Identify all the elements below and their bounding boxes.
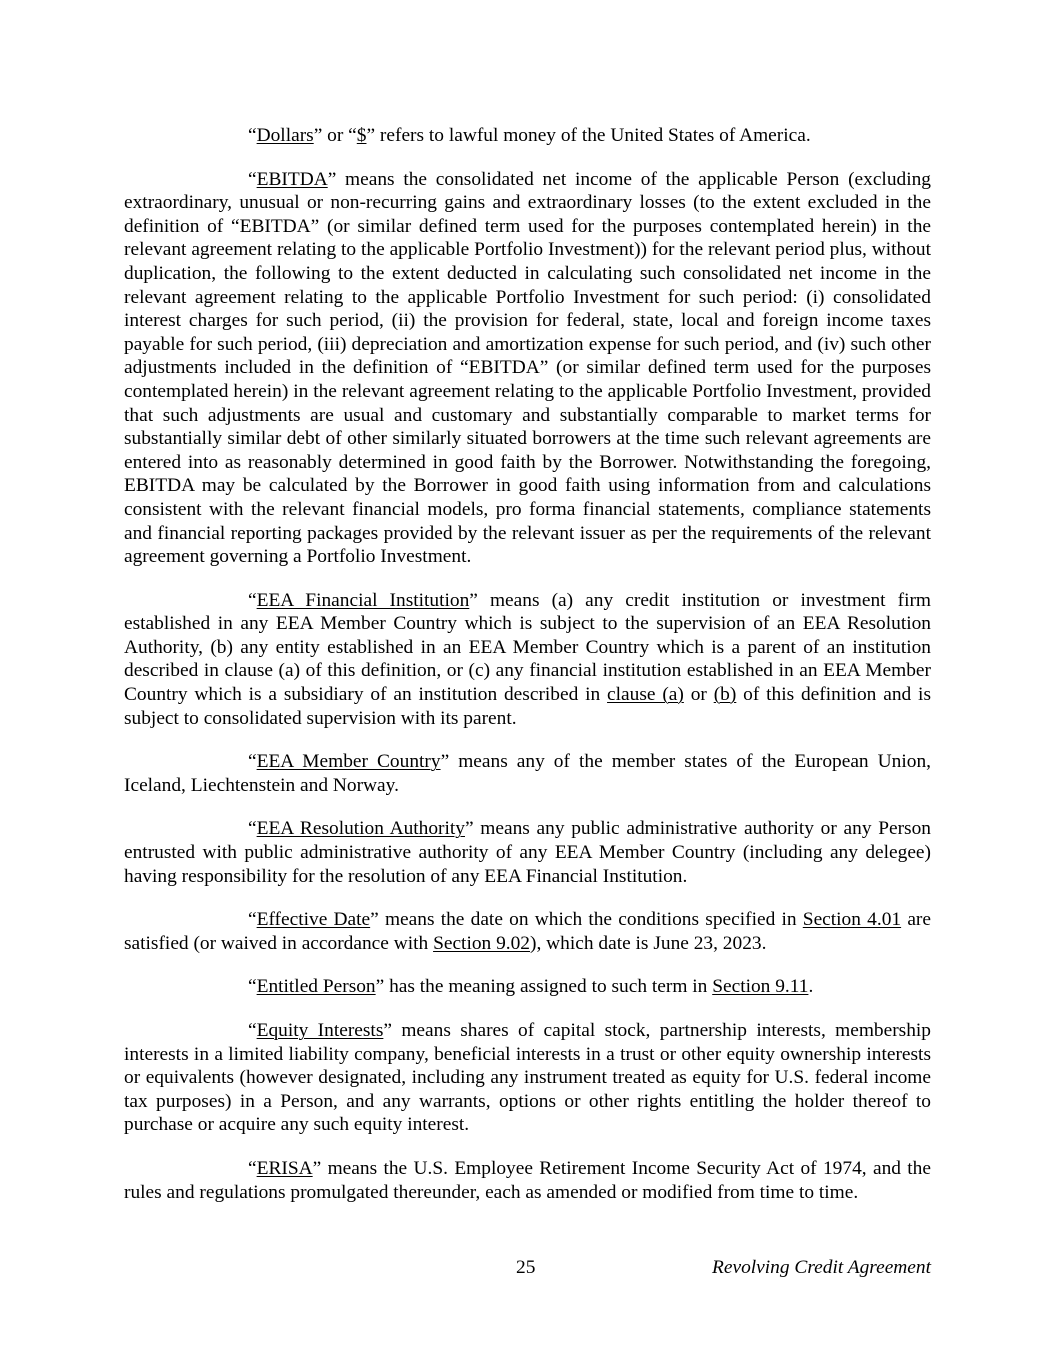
defined-term: Dollars [256,125,314,146]
cross-reference: Section 4.01 [802,909,902,931]
definition-equity-interests [124,1019,931,1137]
definition-text: “ [248,125,257,146]
definition-text: ” means the consolidated net income of the applicable Person (excluding extraordinary, unusual or non-recurring gains and extraordinary losses (to the extent excluded in the definition of “EBITDA” (or similar defined term used for the purposes contemplated herein) in the relevant agreement relating to the applicable Portfolio Investment)) for the relevant period plus, without duplication, the following to the extent deducted in calculating such consolidated net income in the relevant agreement relating to the applicable Portfolio Investment for such period: (i) consolidated interest charges for such period, (ii) the provision for federal, state, local and foreign income taxes payable for such period, (iii) depreciation and amortization expense for such period, and (iv) such other adjustments included in the definition of “EBITDA” (or similar defined term used for the purposes contemplated herein) in the relevant agreement relating to the applicable Portfolio Investment, provided that such adjustments are usual and customary and substantially comparable to market terms for substantially similar debt of other similarly situated borrowers at the time such relevant agreements are entered into as reasonably determined in good faith by the Borrower. Notwithstanding the foregoing, EBITDA may be calculated by the Borrower in good faith using information from and calculations consistent with the relevant financial models, pro forma financial statements, compliance statements and financial reporting packages provided by the relevant issuer as per the requirements of the relevant agreement governing a Portfolio Investment. [124,168,931,568]
definition-text: ” means (a) any credit institution or investment firm established in any EEA Member Country which is subject to the supervision of an EEA Resolution Authority, (b) any entity established in an EEA Member Country which is a parent of an institution described in clause (a) of this definition, or (c) any financial institution established in an EEA Member Country which is a subsidiary of an institution described in [124,589,931,706]
definition-text: ” means any of the member states of the European Union, Iceland, Liechtenstein and Norway. [124,751,931,796]
page-number: 25 [516,1257,536,1278]
definition-text: ” means shares of capital stock, partnership interests, membership interests in a limited liability company, beneficial interests in a trust or other equity ownership interests or equivalents (however designated, including any instrument treated as equity for U.S. federal income tax purposes) in a Person, and any warrants, options or other rights entitling the holder thereof to purchase or acquire any such equity interest. [124,1020,931,1136]
definition-text: or [683,684,714,706]
definition-text: are satisfied (or waived in accordance with [124,909,931,954]
defined-term: Entitled Person [256,976,376,998]
definition-text: “ [248,909,257,931]
definition-text: ), which date is June 23, 2023. [530,932,767,954]
definition-text: ” means the date on which the conditions specified in [370,909,803,931]
definition-text: ” has the meaning assigned to such term in [375,976,713,998]
defined-term: ERISA [256,1157,313,1179]
definition-text: “ [248,818,257,840]
definition-text: ” refers to lawful money of the United States of America. [366,125,811,146]
document-page [124,124,931,1224]
defined-term: EBITDA [256,168,328,190]
definition-text: “ [248,1020,257,1041]
definition-eea-member-country [124,750,931,797]
definition-effective-date [124,908,931,955]
cross-reference: (b) [713,684,737,706]
cross-reference: clause (a) [607,684,684,706]
definition-eea-resolution-authority [124,817,931,888]
definition-text: “ [248,976,257,998]
definition-text: ” or “ [313,125,357,146]
definition-erisa [124,1157,931,1204]
cross-reference: $ [356,125,367,146]
definition-text: . [808,976,814,998]
definition-text: “ [248,1157,257,1179]
cross-reference: Section 9.02 [433,932,531,954]
definition-ebitda [124,168,931,569]
defined-term: EEA Resolution Authority [256,818,465,840]
defined-term: EEA Member Country [256,751,441,773]
definition-text: “ [248,751,257,773]
definition-eea-financial-institution [124,589,931,731]
defined-term: Effective Date [256,909,371,931]
definition-text: ” means any public administrative authority or any Person entrusted with public administrative authority of any EEA Member Country (including any delegee) having responsibility for the resolution of any EEA Financial Institution. [124,818,931,887]
definition-text: “ [248,168,257,190]
definition-entitled-person [124,975,931,999]
document-title: Revolving Credit Agreement [712,1257,931,1278]
definition-text: ” means the U.S. Employee Retirement Income Security Act of 1974, and the rules and regulations promulgated thereunder, each as amended or modified from time to time. [124,1157,931,1203]
defined-term: Equity Interests [256,1020,384,1041]
definition-text: “ [248,589,257,611]
defined-term: EEA Financial Institution [256,589,470,611]
cross-reference: Section 9.11 [712,976,809,998]
page-footer [124,1256,931,1280]
definition-dollars [124,124,931,148]
definition-text: of this definition and is subject to consolidated supervision with its parent. [124,684,931,729]
